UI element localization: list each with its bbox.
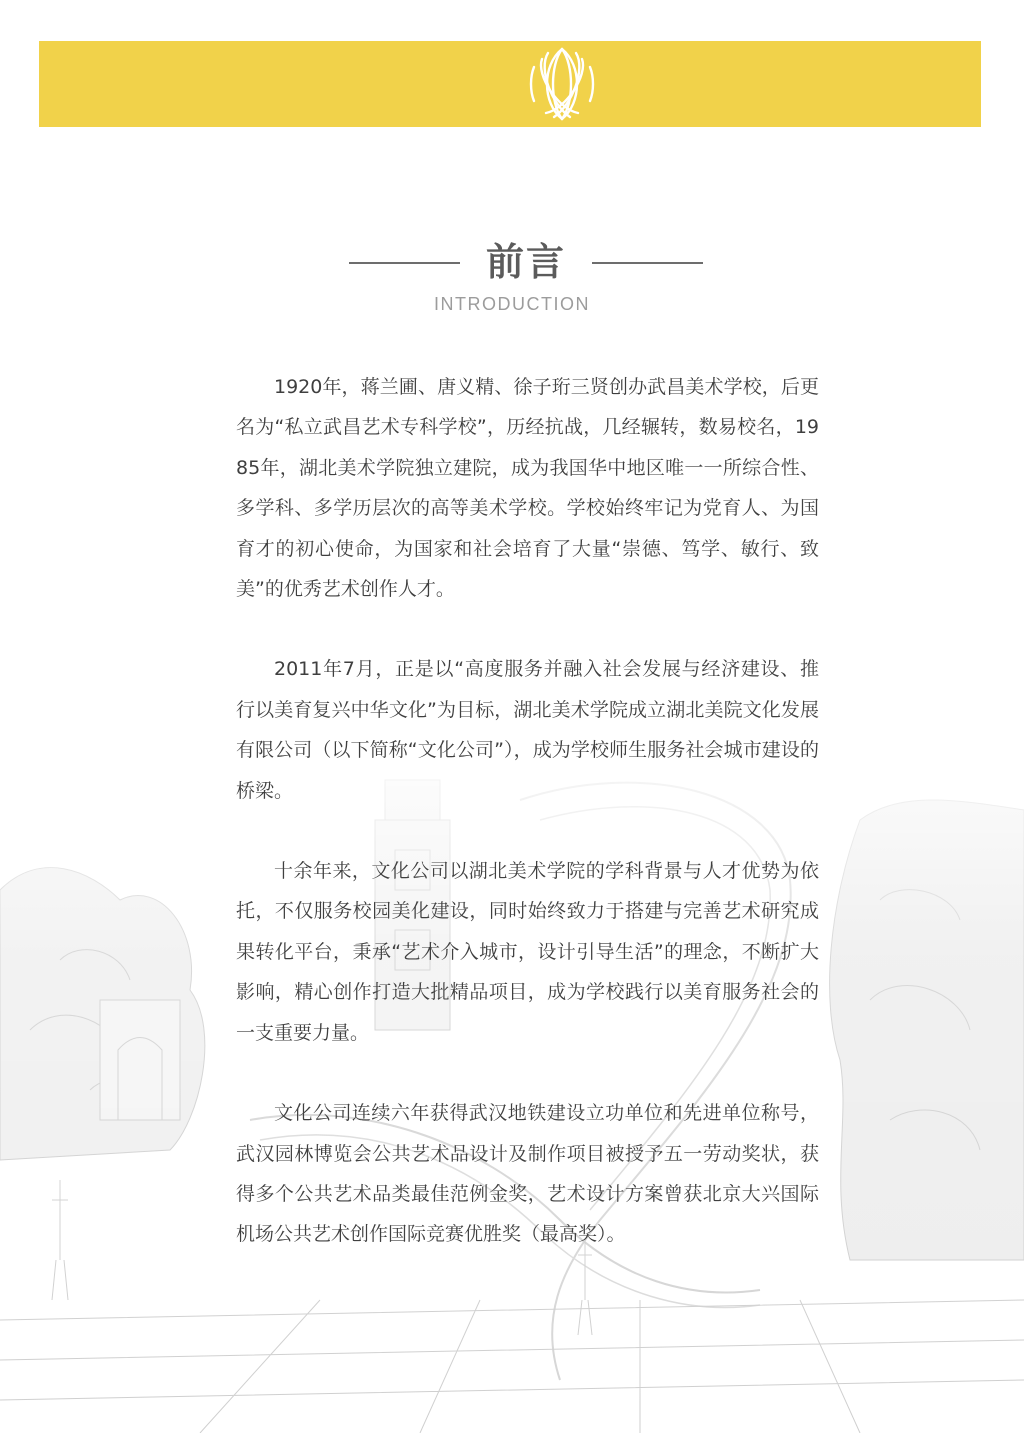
header-banner	[39, 41, 981, 127]
page-subtitle: INTRODUCTION	[434, 294, 590, 314]
paragraph-awards: 文化公司连续六年获得武汉地铁建设立功单位和先进单位称号，武汉园林博览会公共艺术品设计及制作项目被授予五一劳动奖状，获得多个公共艺术品类最佳范例金奖，艺术设计方案曾获北京大兴国际机场公共艺术创作国际竞赛优胜奖（最高奖）。	[236, 1102, 819, 1246]
title-divider-left	[349, 262, 460, 264]
paragraph-history: 1920年，蒋兰圃、唐义精、徐子珩三贤创办武昌美术学校，后更名为“私立武昌艺术专科学校”，历经抗战，几经辗转，数易校名，1985年，湖北美术学院独立建院，成为我国华中地区唯一一所综合性、多学科、多学历层次的高等美术学校。学校始终牢记为党育人、为国育才的初心使命，为国家和社会培育了大量“崇德、笃学、敏行、致美”的优秀艺术创作人才。	[236, 376, 819, 601]
stylized-sphere-logo-icon	[522, 45, 602, 123]
page-title: 前言	[485, 240, 566, 284]
paragraph-mission: 十余年来，文化公司以湖北美术学院的学科背景与人才优势为依托，不仅服务校园美化建设，同时始终致力于搭建与完善艺术研究成果转化平台，秉承“艺术介入城市，设计引导生活”的理念，不断扩大影响，精心创作打造大批精品项目，成为学校践行以美育服务社会的一支重要力量。	[236, 860, 819, 1044]
title-divider-right	[592, 262, 703, 264]
introduction-body	[236, 367, 819, 1295]
title-row	[0, 237, 1024, 287]
paragraph-company-founding: 2011年7月，正是以“高度服务并融入社会发展与经济建设、推行以美育复兴中华文化”为目标，湖北美术学院成立湖北美院文化发展有限公司（以下简称“文化公司”），成为学校师生服务社会城市建设的桥梁。	[236, 658, 819, 802]
